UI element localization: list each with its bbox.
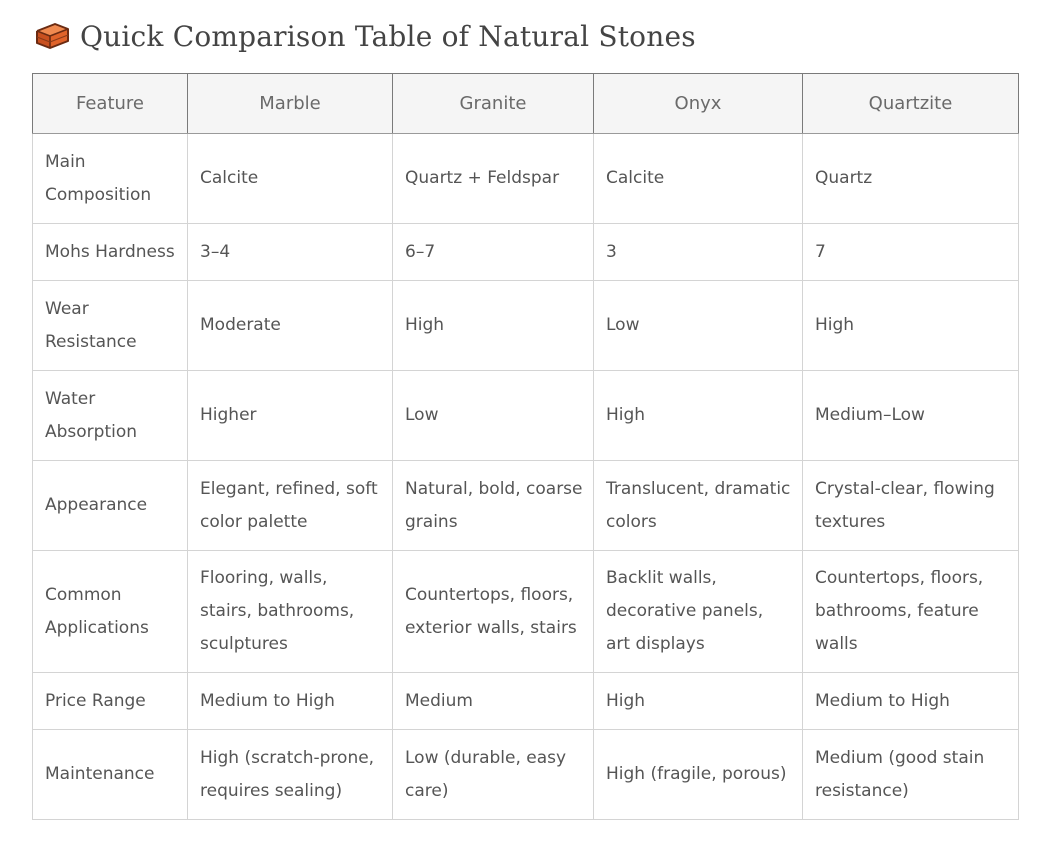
onyx-cell: Translucent, dramatic colors: [594, 461, 803, 551]
marble-cell: High (scratch-prone, requires sealing): [188, 730, 393, 820]
granite-cell: Quartz + Feldspar: [393, 134, 594, 224]
feature-cell: Maintenance: [33, 730, 188, 820]
granite-cell: Medium: [393, 673, 594, 730]
feature-cell: Water Absorption: [33, 371, 188, 461]
onyx-cell: Backlit walls, decorative panels, art displays: [594, 551, 803, 673]
onyx-cell: Calcite: [594, 134, 803, 224]
granite-cell: Natural, bold, coarse grains: [393, 461, 594, 551]
header-feature: Feature: [33, 74, 188, 134]
quartzite-cell: Crystal-clear, flowing textures: [803, 461, 1019, 551]
marble-cell: Medium to High: [188, 673, 393, 730]
onyx-cell: 3: [594, 224, 803, 281]
granite-cell: Low (durable, easy care): [393, 730, 594, 820]
granite-cell: Low: [393, 371, 594, 461]
quartzite-cell: Medium (good stain resistance): [803, 730, 1019, 820]
onyx-cell: High: [594, 371, 803, 461]
page-heading: [34, 14, 696, 58]
marble-cell: Higher: [188, 371, 393, 461]
header-granite: Granite: [393, 74, 594, 134]
marble-cell: Elegant, refined, soft color palette: [188, 461, 393, 551]
quartzite-cell: 7: [803, 224, 1019, 281]
quartzite-cell: High: [803, 281, 1019, 371]
header-quartzite: Quartzite: [803, 74, 1019, 134]
feature-cell: Mohs Hardness: [33, 224, 188, 281]
feature-cell: Price Range: [33, 673, 188, 730]
quartzite-cell: Quartz: [803, 134, 1019, 224]
table-row: [33, 551, 1019, 673]
feature-cell: Wear Resistance: [33, 281, 188, 371]
table-row: [33, 281, 1019, 371]
marble-cell: Moderate: [188, 281, 393, 371]
feature-cell: Appearance: [33, 461, 188, 551]
feature-cell: Main Composition: [33, 134, 188, 224]
feature-cell: Common Applications: [33, 551, 188, 673]
quartzite-cell: Medium to High: [803, 673, 1019, 730]
table-header-row: [33, 74, 1019, 134]
marble-cell: Flooring, walls, stairs, bathrooms, sculptures: [188, 551, 393, 673]
header-marble: Marble: [188, 74, 393, 134]
comparison-table: [32, 73, 1019, 820]
granite-cell: Countertops, floors, exterior walls, stairs: [393, 551, 594, 673]
header-onyx: Onyx: [594, 74, 803, 134]
table-row: [33, 224, 1019, 281]
marble-cell: 3–4: [188, 224, 393, 281]
table-row: [33, 673, 1019, 730]
granite-cell: High: [393, 281, 594, 371]
table-row: [33, 461, 1019, 551]
marble-cell: Calcite: [188, 134, 393, 224]
quartzite-cell: Countertops, floors, bathrooms, feature walls: [803, 551, 1019, 673]
onyx-cell: Low: [594, 281, 803, 371]
onyx-cell: High: [594, 673, 803, 730]
brick-icon: [34, 20, 70, 52]
quartzite-cell: Medium–Low: [803, 371, 1019, 461]
table-row: [33, 730, 1019, 820]
granite-cell: 6–7: [393, 224, 594, 281]
onyx-cell: High (fragile, porous): [594, 730, 803, 820]
table-row: [33, 371, 1019, 461]
page-title: Quick Comparison Table of Natural Stones: [80, 19, 696, 53]
table-row: [33, 134, 1019, 224]
